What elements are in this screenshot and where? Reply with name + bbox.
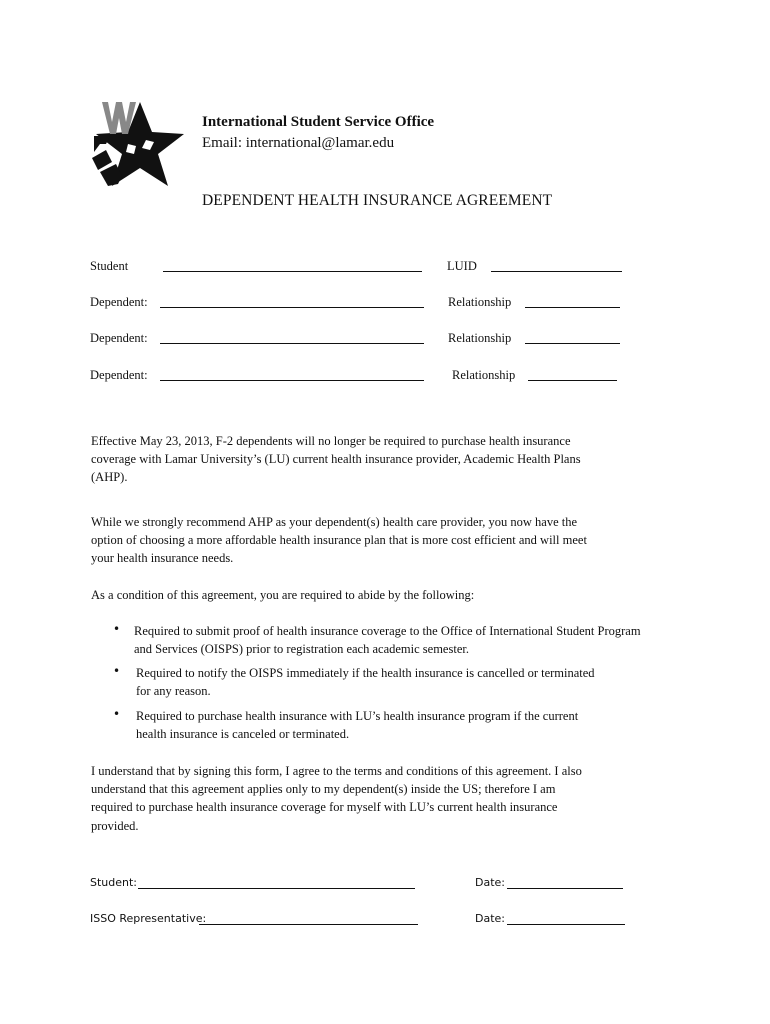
luid-field[interactable] — [491, 271, 622, 272]
dependent-field-3[interactable] — [160, 380, 424, 381]
relationship-field-1[interactable] — [525, 307, 620, 308]
student-date-label: Date: — [475, 876, 505, 889]
dependent-label-3: Dependent: — [90, 368, 148, 382]
relationship-field-2[interactable] — [525, 343, 620, 344]
bullet-symbol-3: • — [113, 707, 121, 721]
dependent-field-1[interactable] — [160, 307, 424, 308]
isso-signature-field[interactable] — [199, 924, 418, 925]
document-title: DEPENDENT HEALTH INSURANCE AGREEMENT — [202, 192, 553, 209]
dependent-label-2: Dependent: — [90, 331, 148, 345]
paragraph-acknowledgement: I understand that by signing this form, I agree to the terms and conditions of this agreement. I also understand that this agreement applies only to my dependent(s) inside the US; therefore I am required to purchase health insurance coverage for myself with LU’s current health insurance provided. — [91, 764, 582, 833]
student-signature-label: Student: — [90, 876, 138, 889]
isso-date-field[interactable] — [507, 924, 625, 925]
paragraph-condition: As a condition of this agreement, you are required to abide by the following: — [91, 588, 475, 602]
isso-date-label: Date: — [475, 912, 505, 925]
relationship-label-2: Relationship — [448, 331, 512, 345]
relationship-field-3[interactable] — [528, 380, 617, 381]
bullet-symbol-2: • — [113, 664, 121, 678]
office-name: International Student Service Office — [202, 114, 435, 130]
bullet-item-1: Required to submit proof of health insurance coverage to the Office of International Student Program and Services (OISPS) prior to registration each academic semester. — [134, 624, 641, 657]
bullet-item-3: Required to purchase health insurance with LU’s health insurance program if the current health insurance is canceled or terminated. — [136, 709, 579, 742]
relationship-label-3: Relationship — [452, 368, 516, 382]
university-logo — [88, 96, 188, 192]
student-name-field[interactable] — [163, 271, 422, 272]
paragraph-recommendation: While we strongly recommend AHP as your dependent(s) health care provider, you now have the option of choosing a more affordable health insurance plan that is more cost efficient and will meet your health insurance needs. — [91, 515, 587, 566]
star-emblem-icon — [88, 96, 188, 192]
paragraph-effective-date: Effective May 23, 2013, F-2 dependents will no longer be required to purchase health insurance coverage with Lamar University’s (LU) current health insurance provider, Academic Health Plans (AHP). — [91, 434, 581, 485]
office-email: Email: international@lamar.edu — [202, 135, 395, 151]
bullet-symbol-1: • — [113, 622, 121, 636]
student-label: Student — [90, 259, 129, 273]
bullet-item-2: Required to notify the OISPS immediately if the health insurance is cancelled or terminated for any reason. — [136, 666, 595, 699]
dependent-label-1: Dependent: — [90, 295, 148, 309]
luid-label: LUID — [447, 259, 477, 273]
student-signature-field[interactable] — [138, 888, 415, 889]
isso-signature-label: ISSO Representative: — [90, 912, 207, 925]
relationship-label-1: Relationship — [448, 295, 512, 309]
student-date-field[interactable] — [507, 888, 623, 889]
dependent-field-2[interactable] — [160, 343, 424, 344]
